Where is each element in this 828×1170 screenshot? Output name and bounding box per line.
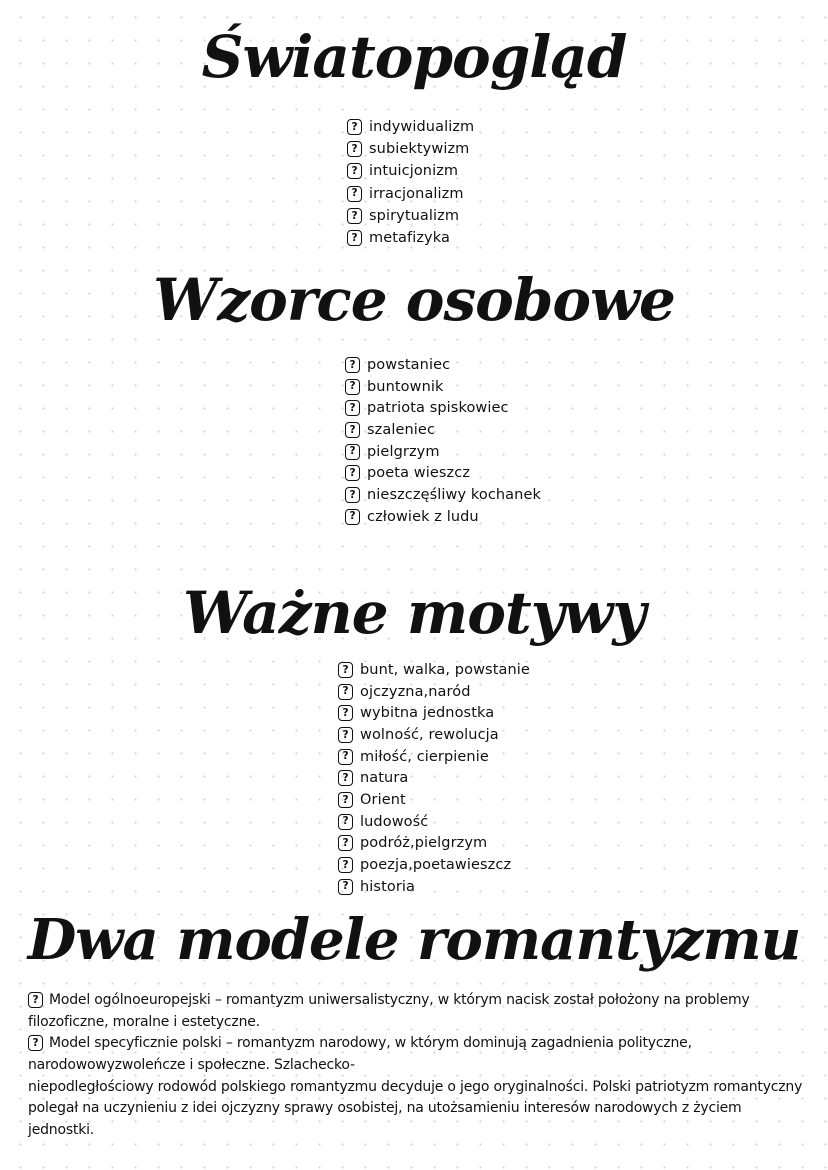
missing-glyph-icon: ? xyxy=(345,465,360,481)
list-item xyxy=(345,376,541,398)
missing-glyph-icon: ? xyxy=(338,749,353,765)
list-item-label: miłość, cierpienie xyxy=(360,748,489,765)
list-item xyxy=(345,397,541,419)
list-item xyxy=(347,227,474,249)
section-title-worldview: Światopogląd xyxy=(201,23,627,91)
paragraph-line xyxy=(28,1032,824,1054)
missing-glyph-icon: ? xyxy=(338,705,353,721)
missing-glyph-icon: ? xyxy=(345,487,360,503)
list-item xyxy=(338,854,530,876)
paragraph-line xyxy=(28,989,824,1011)
list-item-label: intuicjonizm xyxy=(369,163,459,180)
missing-glyph-icon: ? xyxy=(338,727,353,743)
list-item-label: pielgrzym xyxy=(367,443,440,460)
list-item xyxy=(345,506,541,528)
list-item-label: bunt, walka, powstanie xyxy=(360,661,530,678)
missing-glyph-icon: ? xyxy=(338,857,353,873)
role-models-list xyxy=(345,354,541,528)
motifs-list xyxy=(338,659,530,898)
list-item-label: patriota spiskowiec xyxy=(367,400,509,417)
list-item xyxy=(338,681,530,703)
section-title-role-models: Wzorce osobowe xyxy=(153,266,675,334)
list-item-label: historia xyxy=(360,878,416,895)
paragraph-line xyxy=(28,1076,824,1098)
paragraph-text: niepodległościowy rodowód polskiego romantyzmu decyduje o jego oryginalności. Polski patriotyzm romantyczny xyxy=(28,1078,803,1095)
missing-glyph-icon: ? xyxy=(345,509,360,525)
missing-glyph-icon: ? xyxy=(345,379,360,395)
missing-glyph-icon: ? xyxy=(347,119,362,135)
list-item xyxy=(338,702,530,724)
list-item xyxy=(345,441,541,463)
list-item xyxy=(338,811,530,833)
list-item xyxy=(345,484,541,506)
section-title-motifs: Ważne motywy xyxy=(182,579,646,647)
missing-glyph-icon: ? xyxy=(347,230,362,246)
missing-glyph-icon: ? xyxy=(347,208,362,224)
list-item xyxy=(345,354,541,376)
missing-glyph-icon: ? xyxy=(338,835,353,851)
list-item xyxy=(338,767,530,789)
list-item-label: poezja,poetawieszcz xyxy=(360,857,512,874)
missing-glyph-icon: ? xyxy=(347,186,362,202)
list-item xyxy=(338,833,530,855)
paragraph-line xyxy=(28,1097,824,1119)
missing-glyph-icon: ? xyxy=(28,1035,43,1051)
missing-glyph-icon: ? xyxy=(28,992,43,1008)
paragraph-text: jednostki. xyxy=(28,1121,95,1138)
two-models-text xyxy=(28,989,824,1141)
missing-glyph-icon: ? xyxy=(338,684,353,700)
missing-glyph-icon: ? xyxy=(338,792,353,808)
missing-glyph-icon: ? xyxy=(345,357,360,373)
list-item xyxy=(338,746,530,768)
list-item-label: powstaniec xyxy=(367,356,451,373)
paragraph-line xyxy=(28,1011,824,1033)
paragraph-text: filozoficzne, moralne i estetyczne. xyxy=(28,1013,260,1030)
paragraph-text: narodowowyzwoleńcze i społeczne. Szlachecko- xyxy=(28,1056,355,1073)
list-item-label: wybitna jednostka xyxy=(360,705,495,722)
list-item-label: indywidualizm xyxy=(369,119,475,136)
missing-glyph-icon: ? xyxy=(338,662,353,678)
list-item-label: irracjonalizm xyxy=(369,185,464,202)
list-item xyxy=(347,138,474,160)
missing-glyph-icon: ? xyxy=(345,422,360,438)
missing-glyph-icon: ? xyxy=(345,400,360,416)
list-item-label: Orient xyxy=(360,791,406,808)
paragraph-text: Model specyficznie polski – romantyzm narodowy, w którym dominują zagadnienia polityczne, xyxy=(49,1035,692,1052)
list-item-label: natura xyxy=(360,770,409,787)
list-item xyxy=(347,116,474,138)
list-item xyxy=(345,462,541,484)
list-item-label: subiektywizm xyxy=(369,141,470,158)
missing-glyph-icon: ? xyxy=(347,163,362,179)
paragraph-line xyxy=(28,1119,824,1141)
list-item-label: ludowość xyxy=(360,813,429,830)
missing-glyph-icon: ? xyxy=(338,879,353,895)
missing-glyph-icon: ? xyxy=(347,141,362,157)
missing-glyph-icon: ? xyxy=(338,770,353,786)
list-item xyxy=(347,160,474,182)
list-item xyxy=(345,419,541,441)
list-item xyxy=(338,659,530,681)
list-item-label: poeta wieszcz xyxy=(367,465,471,482)
paragraph-text: Model ogólnoeuropejski – romantyzm uniwersalistyczny, w którym nacisk został położony na problemy xyxy=(49,991,750,1008)
paragraph-text: polegał na uczynieniu z idei ojczyzny sprawy osobistej, na utożsamieniu interesów narodowych z życiem xyxy=(28,1100,742,1117)
missing-glyph-icon: ? xyxy=(338,814,353,830)
worldview-list xyxy=(347,116,474,249)
list-item-label: buntownik xyxy=(367,378,444,395)
section-title-two-models: Dwa modele romantyzmu xyxy=(27,907,801,973)
list-item-label: metafizyka xyxy=(369,230,450,247)
list-item-label: podróż,pielgrzym xyxy=(360,835,488,852)
missing-glyph-icon: ? xyxy=(345,444,360,460)
list-item xyxy=(338,876,530,898)
list-item-label: ojczyzna,naród xyxy=(360,683,471,700)
list-item xyxy=(347,183,474,205)
list-item-label: człowiek z ludu xyxy=(367,508,479,525)
list-item-label: spirytualizm xyxy=(369,207,460,224)
list-item-label: szaleniec xyxy=(367,421,436,438)
list-item xyxy=(338,789,530,811)
list-item-label: nieszczęśliwy kochanek xyxy=(367,486,541,503)
list-item xyxy=(338,724,530,746)
paragraph-line xyxy=(28,1054,824,1076)
list-item xyxy=(347,205,474,227)
list-item-label: wolność, rewolucja xyxy=(360,726,499,743)
